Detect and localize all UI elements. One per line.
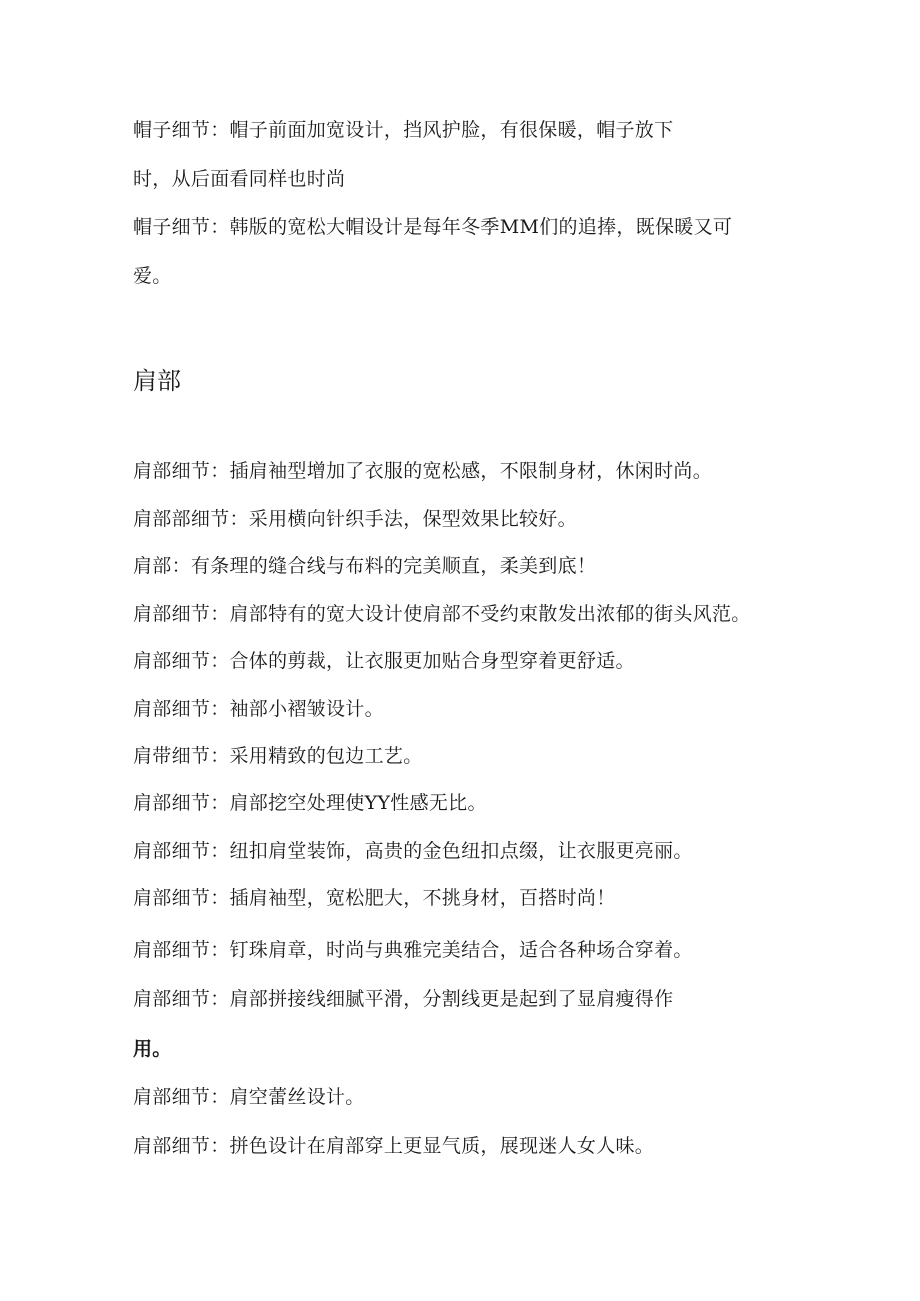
list-item: 肩部细节：肩空蕾丝设计。 [133, 1086, 365, 1108]
list-item: 肩部：有条理的缝合线与布料的完美顺直，柔美到底！ [133, 555, 597, 577]
list-item: 用。 [133, 1038, 172, 1060]
list-item: 肩部细节：肩部特有的宽大设计使肩部不受约束散发出浓郁的街头风范。 [133, 603, 751, 625]
paragraph-line: 帽子细节：帽子前面加宽设计，挡风护脸，有很保暖，帽子放下 [133, 119, 674, 141]
list-item: 肩部细节：合体的剪裁，让衣服更加贴合身型穿着更舒适。 [133, 650, 635, 672]
list-item: 肩部细节：插肩袖型，宽松肥大，不挑身材，百搭时尚！ [133, 887, 616, 909]
list-item: 肩部细节：纽扣肩堂装饰，高贵的金色纽扣点缀，让衣服更亮丽。 [133, 840, 693, 862]
paragraph-line: 帽子细节：韩版的宽松大帽设计是每年冬季MM们的追捧，既保暖又可 [133, 216, 733, 238]
list-item: 肩带细节：采用精致的包边工艺。 [133, 745, 423, 767]
paragraph-line: 时，从后面看同样也时尚 [133, 168, 346, 190]
list-item: 肩部细节：肩部挖空处理使YY性感无比。 [133, 792, 487, 814]
list-item: 肩部细节：肩部拼接线细腻平滑，分割线更是起到了显肩瘦得作 [133, 988, 674, 1010]
section-heading: 肩部 [133, 367, 181, 395]
list-item: 肩部细节：袖部小褶皱设计。 [133, 698, 384, 720]
list-item: 肩部部细节：采用横向针织手法，保型效果比较好。 [133, 508, 577, 530]
list-item: 肩部细节：插肩袖型增加了衣服的宽松感，不限制身材，休闲时尚。 [133, 460, 713, 482]
list-item: 肩部细节：拼色设计在肩部穿上更显气质，展现迷人女人味。 [133, 1135, 655, 1157]
list-item: 肩部细节：钉珠肩章，时尚与典雅完美结合，适合各种场合穿着。 [133, 939, 693, 961]
paragraph-line: 爱。 [133, 265, 172, 287]
